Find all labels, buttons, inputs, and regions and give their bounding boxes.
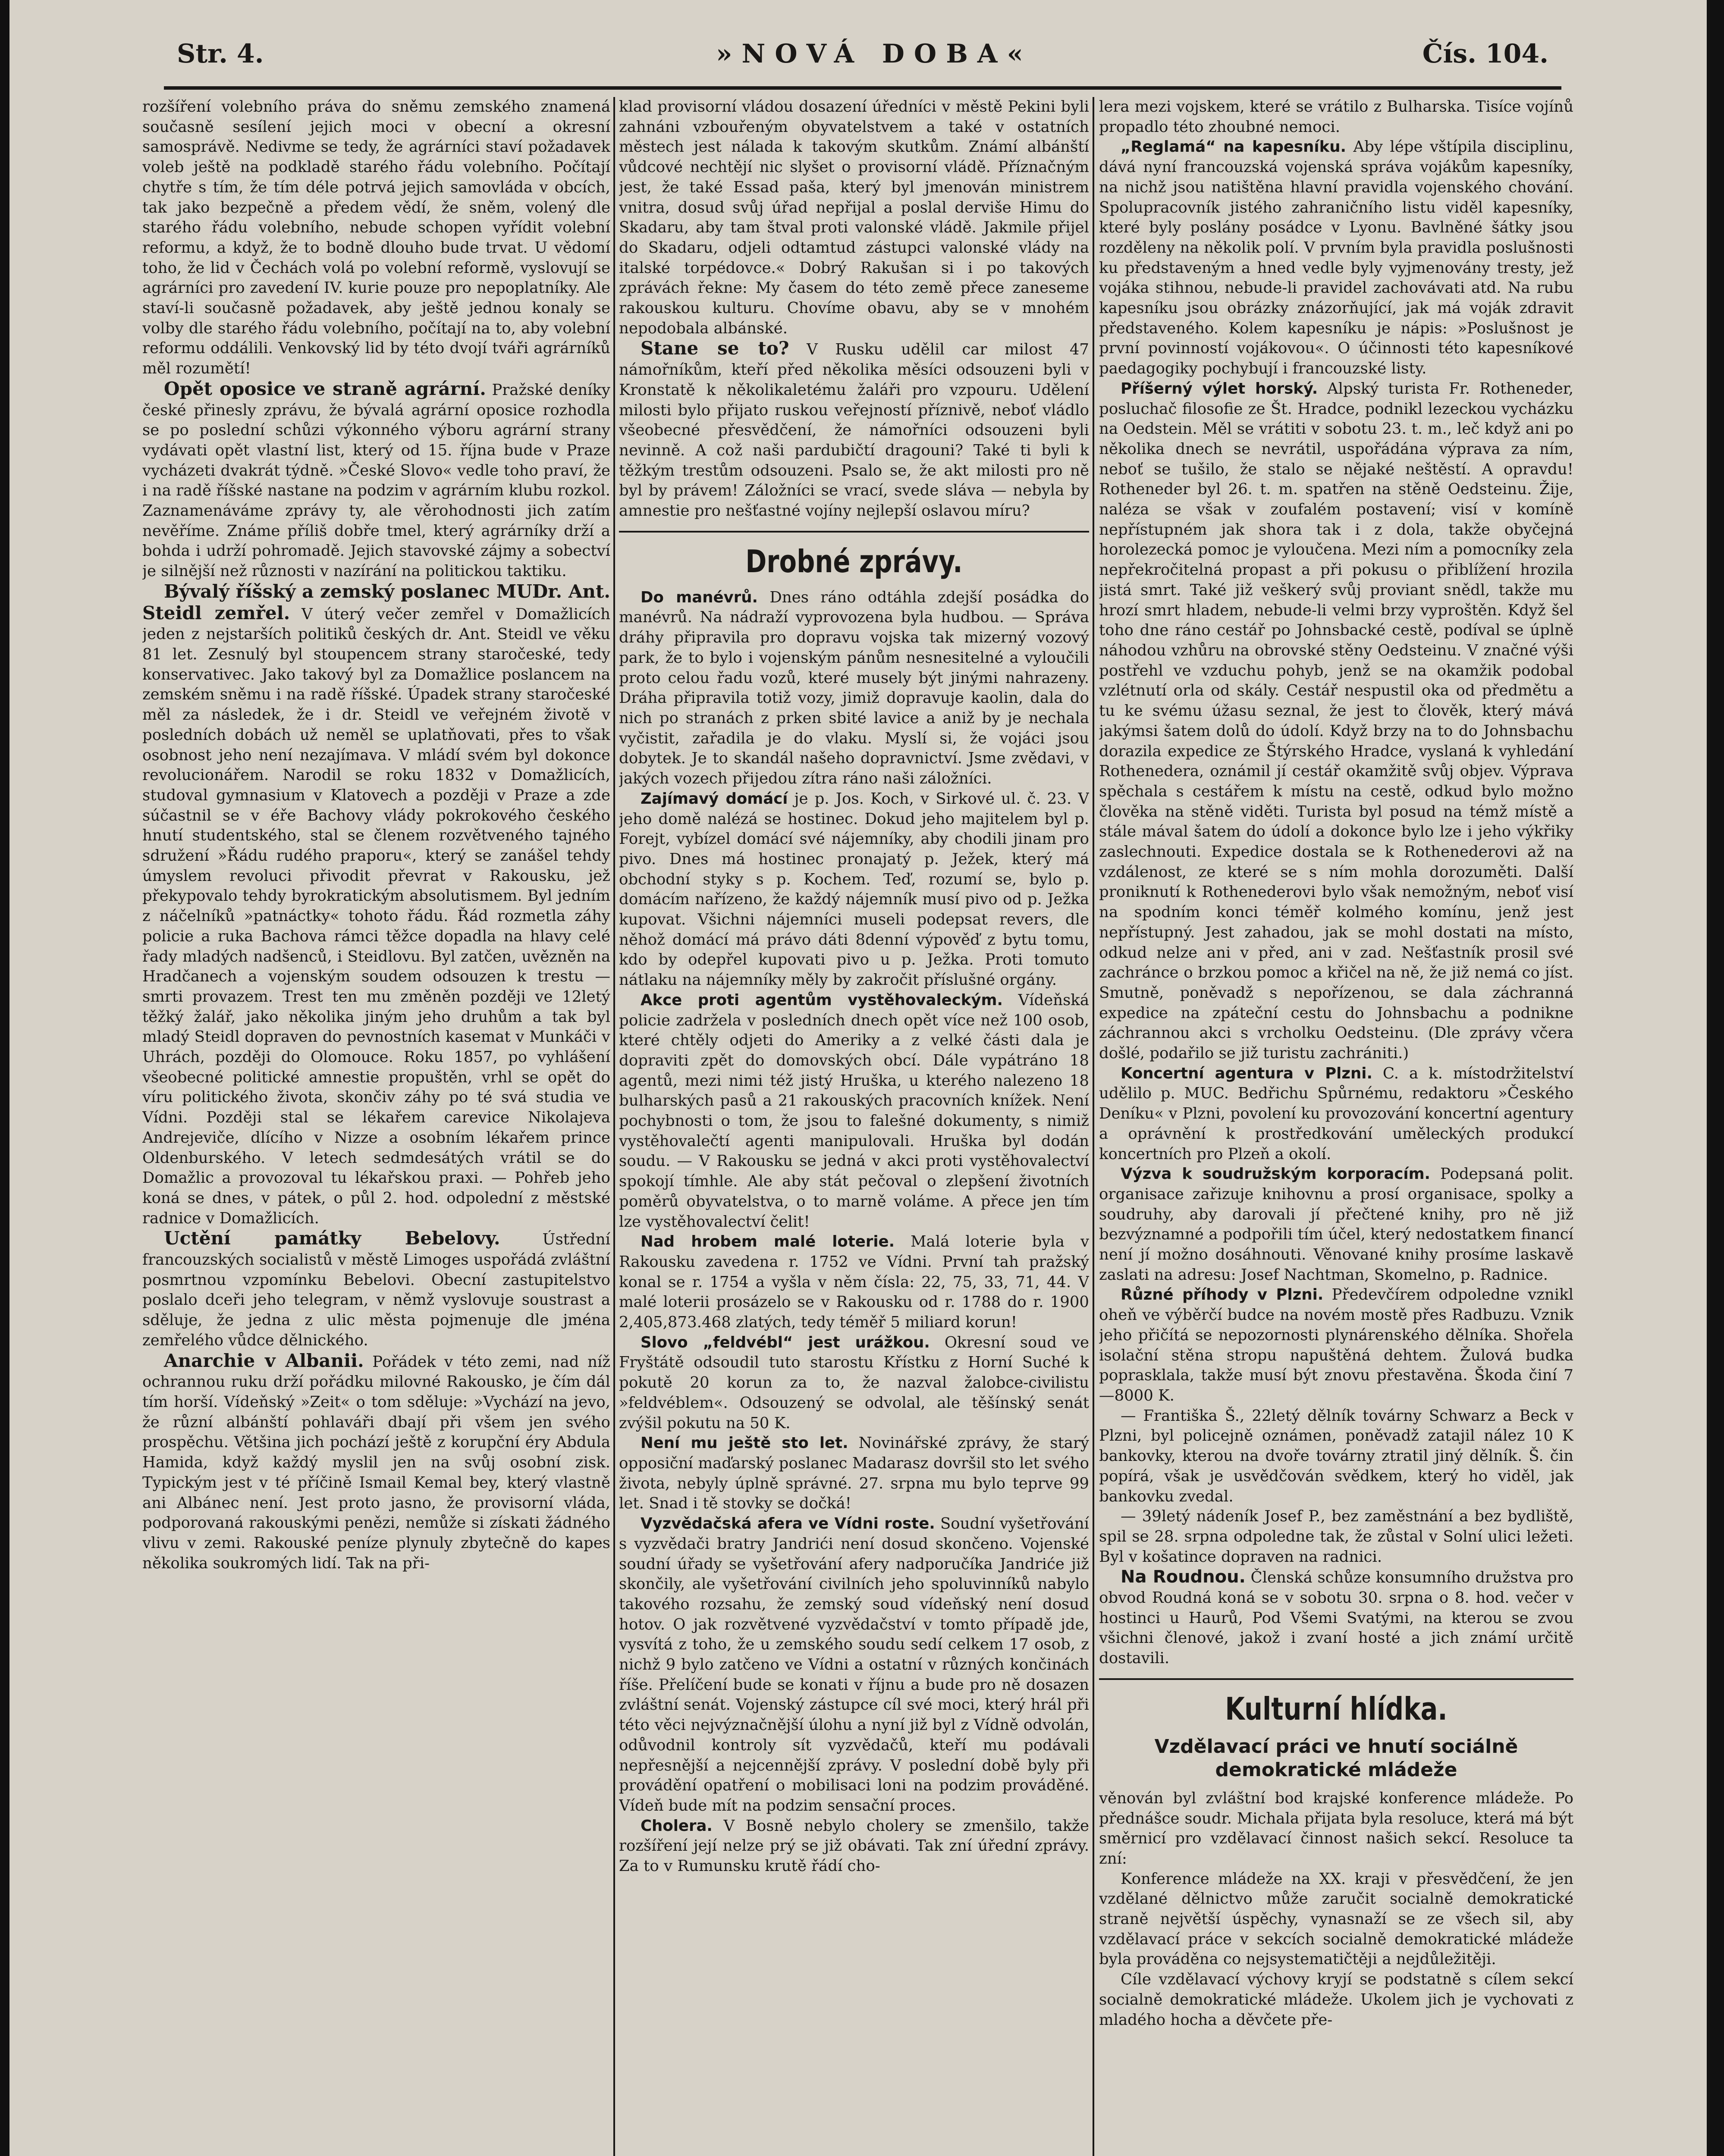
news-heading: Akce proti agentům vystěhovaleckým. <box>641 991 1003 1009</box>
article-text: věnován byl zvláštní bod krajské konference mládeže. Po přednášce soudr. Michala přijata byla resoluce, která má být směrnicí pro vzdělavací činnost našich sekcí. Resoluce ta zní: <box>1099 1789 1573 1868</box>
news-text: Předevčírem odpoledne vznikl oheň ve výběrčí budce na novém mostě přes Radbuzu. Vznik jeho přičítá se nepozornosti plynárenského dělníka. Shořela isolační stěna stropu napuštěná dehtem. Žulová budka poprasklala, takže musí být znovu přestavěna. Škoda činí 7—8000 K. <box>1099 1286 1573 1404</box>
news-heading: Slovo „feldvébl“ jest urážkou. <box>641 1333 930 1351</box>
article-heading: Anarchie v Albanii. <box>164 1350 364 1371</box>
news-heading: Výzva k soudružským korporacím. <box>1121 1165 1431 1183</box>
news-text: Soudní vyšetřování s vyzvědači bratry Jandrići není dosud skončeno. Vojenské soudní úřady se vyšetřování afery nadporučíka Jandriće již skončily, ale vyšetřování civilních jeho spoluvinníků nabylo takového rozsahu, že zemský soud vídeňský není dosud hotov. O jak rozvětvené vyzvědačství v tomto případě jde, vysvítá z toho, že u zemského soudu sedí celkem 17 osob, z nichž 9 bylo zatčeno ve Vídni a ostatní v různých končinách říše. Přelíčení bude se konati v říjnu a bude pro ně dosazen zvláštní senát. Vojenský zástupce cíl své moci, který hrál při této věci nejvýznačnější úlohu a nyní již byl z Vídně odvolán, odůvodnil kontroly sít vyzvědačů, kteří mu podávali nepřesnější a nejcennější zprávy. V poslední době byly při provádění opatření o mobilisaci loni na podzim prováděné. Vídeň bude mít na podzim sensační proces. <box>619 1515 1089 1814</box>
news-item <box>619 990 1089 1232</box>
article-heading: Uctění památky Bebelovy. <box>164 1228 500 1249</box>
news-heading: Cholera. <box>641 1817 713 1835</box>
news-text: Aby lépe vštípila disciplinu, dává nyní francouzská vojenská správa vojákům kapesníky, na nichž jsou natištěna hlavní pravidla vojenského chování. Spolupracovník jistého zahraničního listu viděl kapesníky, které byly poslány posádce v Lyonu. Bavlněné šátky jsou rozděleny na několik polí. V prvním byla pravidla poslušnosti ku představeným a hned vedle byly vyjmenovány tresty, jež vojáka stihnou, nebude-li pravidel zachovávati atd. Na rubu kapesníku jsou obrázky znázorňující, jak má voják zdravit představeného. Kolem kapesníku je nápis: »Poslušnost je první povinností vojákovou«. O účinnosti této kapesníkové paedagogiky pochybují i francouzské listy. <box>1099 138 1573 378</box>
news-heading: Vyzvědačská afera ve Vídni roste. <box>641 1515 935 1533</box>
article <box>619 338 1089 521</box>
article-text: V úterý večer zemřel v Domažlicích jeden z nejstarších politiků českých dr. Ant. Steidl ve věku 81 let. Zesnulý byl stoupencem strany staročeské, tedy konservativec. Jako takový byl za Domažlice poslancem na zemském sněmu i na radě říšské. Úpadek strany staročeské měl za následek, že i dr. Steidl ve veřejném životě v posledních dobách už neměl se uplatňovati, přes to však osobnost jeho není nezajímava. V mládí svém byl dokonce revolucionářem. Narodil se roku 1832 v Domažlicích, studoval gymnasium v Klatovech a později v Praze a zde súčastnil se v éře Bachovy vlády pokrokového českého hnutí studentského, stal se členem rozvětveného tajného sdružení »Řádu rudého praporu«, který se zanášel tehdy úmyslem revoluci přivodit převrat v Rakousku, jež překypovalo tehdy byrokratickým absolutismem. Byl jedním z náčelníků »patnáctky« tohoto řádu. Řád rozmetla záhy policie a ruka Bachova rámci těžce dopadla na hlavy celé řady mladých nadšenců, i Steidlovu. Byl zatčen, uvězněn na Hradčanech a vojenským soudem odsouzen k trestu — smrti provazem. Trest ten mu změněn později ve 12letý těžký žalář, jako několika jiným jeho druhům a tak byl mladý Steidl dopraven do pevnostních kasemat v Munkáči v Uhrách, později do Olomouce. Roku 1857, po vyhlášení všeobecné politické amnestie propuštěn, vrhl se opět do víru politického života, skončiv záhy po té svá studia ve Vídni. Později stal se lékařem carevice Nikolajeva Andrejeviče, dlícího v Nizze a osobním lékařem prince Oldenburského. V letech sedmdesátých vrátil se do Domažlic a provozoval tu lékařskou praxi. — Pohřeb jeho koná se dnes, v pátek, o půl 2. hod. odpolední z městské radnice v Domažlicích. <box>142 605 610 1227</box>
article-text: Pořádek v této zemi, nad níž ochrannou ruku drží pořádku milovné Rakousko, je čím dál tím horší. Vídeňský »Zeit« o tom sděluje: »Vychází na jevo, že různí albánští pohlaváři dbají při všem jen svého prospěchu. Většina jich pochází ještě z korupční éry Abdula Hamida, když každý myslil jen na svůj osobní zisk. Typickým jest v té příčině Ismail Kemal bey, který vlastně ani Albánec není. Jest proto jasno, že provisorní vláda, podporovaná rakouskými penězi, nemůže si získati žádného vlivu v zemi. Rakouské peníze plynuly zbytečně do kapes několika soukromých lidí. Tak na při- <box>142 1353 610 1572</box>
article-text: V Rusku udělil car milost 47 námořníkům, kteří před několika měsíci odsouzeni byli v Kronstatě k několikaletému žaláři pro vzpouru. Udělení milosti bylo přijato ruskou veřejností příznivě, neboť vládlo všeobecné přesvědčení, že námořníci odsouzeni byli nevinně. A což naši pardubičtí dragouni? Také ti byli k těžkým trestům odsouzeni. Psalo se, že akt milosti pro ně byl by právem! Záložníci se vrací, svede sláva — nebyla by amnestie pro nešťastné vojíny nejlepší oslavou míru? <box>619 341 1089 520</box>
column-3 <box>1099 97 1573 2156</box>
section-heading-drobne-zpravy: Drobné zprávy. <box>745 543 963 580</box>
page-number: Str. 4. <box>177 39 264 69</box>
article <box>142 1228 610 1351</box>
article <box>142 1351 610 1574</box>
news-item <box>619 789 1089 990</box>
news-text: Vídeňská policie zadržela v posledních dnech opět více než 100 osob, které chtěly odjeti do Ameriky a z velké části dala je dopraviti zpět do domovských obcí. Dále vypátráno 18 agentů, mezi nimi též jistý Hruška, u kterého nalezeno 18 bulharských pasů a 21 rakouských pracovních knížek. Není pochybnosti o tom, že jsou to falešné dokumenty, s nimiž vystěhovalečtí agenti manipulovali. Hruška byl dodán soudu. — V Rakousku se jedná v akci proti vystěhovalectví spokojí tímhle. Ale aby stát pečoval o zlepšení životních poměrů obyvatelstva, o to marně voláme. A přece jen tím lze vystěhovalectví čelit! <box>619 991 1089 1231</box>
section-heading-kulturni-hlidka: Kulturní hlídka. <box>1225 1690 1448 1727</box>
news-heading: Zajímavý domácí <box>641 790 788 808</box>
news-text: je p. Jos. Koch, v Sirkové ul. č. 23. V jeho domě nalézá se hostinec. Dokud jeho majitelem byl p. Forejt, vybízel domácí své nájemníky, aby chodili jinam pro pivo. Dnes má hostinec pronajatý p. Ježek, který má obchodní styky s p. Kochem. Teď, rozumí se, bylo p. domácím nařízeno, že každý nájemník musí pivo od p. Ježka kupovat. Všichni nájemníci museli podepsat revers, dle něhož domácí má právo dáti 8denní výpověď z bytu tomu, kdo by odepřel kupovati pivo u p. Ježka. Proti tomuto nátlaku na nájemníky měly by zakročit příslušné orgány. <box>619 790 1089 989</box>
news-text: Malá loterie byla v Rakousku zavedena r. 1752 ve Vídni. První tah pražský konal se r. 1754 a vyšla v něm čísla: 22, 75, 33, 71, 44. V malé loterii prosázelo se v Rakousku od r. 1788 do r. 1900 2,405,873.468 zlatých, tedy téměř 5 miliard korun! <box>619 1233 1089 1332</box>
news-item <box>1099 1567 1573 1669</box>
news-heading: Různé příhody v Plzni. <box>1121 1286 1324 1304</box>
page-header <box>168 34 1557 82</box>
news-text: — 39letý nádeník Josef P., bez zaměstnání a bez bydliště, spil se 28. srpna odpoledne tak, že zůstal v Solní ulici ležeti. Byl v košatince dopraven na radnici. <box>1099 1507 1573 1566</box>
news-item <box>619 1433 1089 1514</box>
news-text: lera mezi vojskem, které se vrátilo z Bulharska. Tisíce vojínů propadlo této zhoubné nemoci. <box>1099 98 1573 136</box>
article-text: Pražské deníky české přinesly zprávu, že bývalá agrární oposice rozhodla se po poslední schůzi výkonného výboru agrární strany vydávati opět vlastní list, který od 15. října bude v Praze vycházeti dvakrát týdně. »České Slovo« vedle toho praví, že i na radě říšské nastane na podzim v agrárním klubu rozkol. Zaznamenáváme zprávy ty, ale věrohodnosti jich zatím nevěříme. Známe příliš dobře tmel, který agrárníky drží a bohda i udrží pohromadě. Jejich stavovské zájmy a sobectví je silnější než různosti v nazírání na politickou taktiku. <box>142 381 610 580</box>
news-item <box>1099 137 1573 379</box>
news-text: Alpský turista Fr. Rotheneder, posluchač filosofie ze Št. Hradce, podnikl lezeckou vycházku na Oedstein. Měl se vrátiti v sobotu 23. t. m., leč když ani po několika dnech se nevrátil, uspořádána výprava za ním, neboť se tušilo, že stalo se nějaké neštěstí. A opravdu! Rotheneder byl 26. t. m. spatřen na stěně Oedsteinu. Žije, naléza se však v zoufalém postavení; visí v komíně nepřístupném jak shora tak i z dola, takže obyčejná horolezecká pomoc je vyloučena. Mezi ním a pomocníky zela nepřekročitelná propast a při pokusu o přiblížení hrozila jistá smrt. Také již veškerý svůj proviant snědl, takže mu hrozí smrt hladem, nebude-li velmi brzy vyproštěn. Když šel toho dne ráno cestář po Johnsbacké cestě, podíval se úplně náhodou vzhůru na obrovské stěny Oedsteinu. V značné výši postřehl ve vzduchu pohyb, jenž se na okamžik podobal vzlétnutí orla od skály. Cestář nespustil oka od předmětu a tu ke svému úžasu seznal, že jest to člověk, který mává jakýmsi šatem dolů do údolí. Když brzy na to do Johnsbachu dorazila expedice ze Štýrského Hradce, vyslaná k vyhledání Rothenedera, oznámil jí cestář okamžitě svůj objev. Výprava spěchala s cestářem k místu na cestě, odkud bylo možno člověka na stěně viděti. Turista byl posud na témž místě a stále mával šatem do údolí a dokonce bylo lze i jeho výkřiky zaslechnouti. Expedice dostala se k Rothenederovi až na vzdálenost, ze které se s ním mohla dorozuměti. Další proniknutí k Rothenederovi bylo však nemožným, neboť visí na spodním konci téměř kolmého komínu, jenž jest nepřístupný. Jest zahadou, jak se mohl dostati na místo, odkud nelze ani v před, ani v zad. Nešťastník prosil své zachránce o brzkou pomoc a křičel na ně, že již nemá co jíst. Smutně, poněvadž s nepořízenou, se dala záchranná expedice na zpáteční cestu do Johnsbachu a podnikne záchrannou akci s vrcholku Oedsteinu. (Dle zprávy včera došlé, podařilo se již turistu zachrániti.) <box>1099 379 1573 1062</box>
column-2 <box>619 97 1089 2156</box>
scan-edge-left <box>0 0 9 2156</box>
column-rule-1 <box>613 97 615 2156</box>
article-text: klad provisorní vládou dosazení úředníci v městě Pekini byli zahnáni vzbouřeným obyvatelstvem a také v ostatních městech jest nálada k takovým skutkům. Známí albánští vůdcové nechtějí nic slyšet o provisorní vládě. Příznačným jest, že také Essad paša, který byl jmenován ministrem vnitra, dosud svůj úřad nepřijal a poslal derviše Himu do Skadaru, aby tam štval proti valonské vládě. Jakmile přijel do Skadaru, odjeli odtamtud zástupci valonské vlády na italské torpédovce.« Dobrý Rakušan si i po takových zprávách řekne: My časem do této země přece zaneseme rakouskou kulturu. Chovíme obavu, aby se v mnohém nepodobala albánské. <box>619 98 1089 337</box>
news-item <box>1099 1064 1573 1165</box>
news-heading: Na Roudnou. <box>1121 1567 1246 1587</box>
header-rule <box>164 86 1561 90</box>
article-text: Ústřední francouzských socialistů v městě Limoges uspořádá zvláštní posmrtnou vzpomínku Bebelovi. Obecní zastupitelstvo poslalo dceři jeho telegram, v němž vyslovuje soustrast a sděluje, že jedna z ulic města pojmenuje dle jména zemřelého vůdce dělnického. <box>142 1231 610 1349</box>
article-text: rozšíření volebního práva do sněmu zemského znamená současně sesílení jejich moci v obecní a okresní samosprávě. Nedivme se tedy, že agrárníci staví požadavek voleb ještě na podkladě starého řádu volebního. Počítají chytře s tím, že tím déle potrvá jejich samovláda v obcích, tak jako bezpečně a předem vědí, že sněm, volený dle starého řádu volebního, nebude schopen vyřídit volební reformu, a když, že to bodně dlouho bude trvat. U vědomí toho, že lid v Čechách volá po volební reformě, vyslovují se agrárníci pro zavedení IV. kurie pouze pro nepoplatníky. Ale staví-li současně požadavek, aby ještě jednou konaly se volby dle starého řádu volebního, počítají na to, aby volební reformu oddálili. Venkovský lid by této dvojí tváři agrárníků měl rozumětí! <box>142 98 610 378</box>
news-text: Dnes ráno odtáhla zdejší posádka do manévrů. Na nádraží vyprovozena byla hudbou. — Správa dráhy připravila pro dopravu vojska tak mizerný vozový park, že to bylo i vojenským pánům nesnesitelné a vyloučili proto celou řadu vozů, které musely být jinými nahrazeny. Dráha připravila totiž vozy, jimiž dopravuje kaolin, dala do nich po stranách z prken sbité lavice a aniž by je nechala vyčistit, zařadila je do vlaku. Myslí si, že vojáci jsou dobytek. Je to skandál našeho dopravnictví. Jsme zvědavi, v jakých vozech přijedou zítra ráno naši záložníci. <box>619 588 1089 788</box>
article-heading: Vzdělavací práci ve hnutí sociálně demokratické mládeže <box>1154 1735 1518 1781</box>
news-text: Podepsaná polit. organisace zařizuje knihovnu a prosí organisace, spolky a soudruhy, aby darovali jí přečtené knihy, pro ně již bezvýznamné a podpořili tím účel, který nedostatkem financí není jí možno dosáhnouti. Věnované knihy prosíme laskavě zaslati na adresu: Josef Nachtman, Skomelno, p. Radnice. <box>1099 1165 1573 1284</box>
article-text: Konference mládeže na XX. kraji v přesvědčení, že jen vzdělané dělnictvo může zaručit socialně demokratické straně největší úspěchy, vynasnaží se ze všech sil, aby vzdělavací práce v sekcích socialně demokratické mládeže byla prováděna co nejsystematičtěji a nejdůležitěji. <box>1099 1870 1573 1968</box>
news-text: V Bosně nebylo cholery se zmenšilo, takže rozšíření její nelze prý se již obávati. Tak zní úřední zprávy. Za to v Rumunsku krutě řádí cho- <box>619 1817 1089 1875</box>
section-rule <box>619 531 1089 533</box>
column-rule-2 <box>1093 97 1094 2156</box>
news-item <box>619 1232 1089 1333</box>
article-heading: Stane se to? <box>641 338 789 359</box>
article <box>142 379 610 582</box>
news-heading: Není mu ještě sto let. <box>641 1434 848 1452</box>
news-heading: Nad hrobem malé loterie. <box>641 1233 895 1251</box>
issue-number: Čís. 104. <box>1422 39 1548 69</box>
article-text: Cíle vzdělavací výchovy kryjí se podstatně s cílem sekcí socialně demokratické mládeže. Ukolem jich je vychovati z mladého hocha a děvčete pře- <box>1099 1971 1573 2029</box>
news-text: — Františka Š., 22letý dělník továrny Schwarz a Beck v Plzni, byl policejně oznámen, poněvadž zatajil nález 10 K bankovky, kterou na dvoře továrny ztratil jiný dělník. Š. čin popírá, však je usvědčován svědkem, který ho viděl, jak bankovku zvedal. <box>1099 1407 1573 1505</box>
news-heading: Do manévrů. <box>641 588 758 606</box>
masthead-title: »NOVÁ DOBA« <box>716 39 1033 69</box>
news-item <box>1099 1164 1573 1285</box>
article-heading: Opět oposice ve straně agrární. <box>164 378 486 399</box>
news-heading: Příšerný výlet horský. <box>1121 379 1318 398</box>
news-item <box>619 1333 1089 1434</box>
news-text: Okresní soud ve Fryštátě odsoudil tuto starostu Křístku z Horní Suché k pokutě 20 korun za to, že nazval žalobce-civilistu »feldvéblem«. Odsouzený se odvolal, ale těšínský senát zvýšil pokutu na 50 K. <box>619 1333 1089 1432</box>
news-item <box>619 1514 1089 1816</box>
column-1 <box>142 97 610 2156</box>
article-heading: Bývalý říšský a zemský poslanec MUDr. Ant. Steidl zemřel. <box>142 580 610 624</box>
article <box>142 582 610 1229</box>
news-item <box>1099 379 1573 1064</box>
news-heading: Koncertní agentura v Plzni. <box>1121 1064 1372 1082</box>
news-item <box>619 1816 1089 1877</box>
news-text: C. a k. místodržitelství udělilo p. MUC. Bedřichu Spůrnému, redaktoru »Českého Deníku« v Plzni, povolení ku provozování koncertní agentury a oprávnění k prostředkování uměleckých produkcí koncertních pro Plzeň a okolí. <box>1099 1064 1573 1163</box>
news-item <box>1099 1285 1573 1406</box>
news-heading: „Reglamá“ na kapesníku. <box>1121 138 1346 156</box>
scan-edge-right <box>1707 0 1724 2156</box>
news-text: Novinářské zprávy, že starý opposiční maďarský poslanec Madarasz dovršil sto let svého života, nebyly úplně správné. 27. srpna mu bylo teprve 99 let. Snad i tě stovky se dočká! <box>619 1434 1089 1513</box>
news-item <box>619 588 1089 789</box>
section-rule <box>1099 1678 1573 1680</box>
news-text: Členská schůze konsumního družstva pro obvod Roudná koná se v sobotu 30. srpna o 8. hod. večer v hostinci u Haurů, Pod Všemi Svatými, na kterou se zvou všichni členové, jakož i zvaní hosté a jich známí určitě dostavili. <box>1099 1569 1573 1667</box>
